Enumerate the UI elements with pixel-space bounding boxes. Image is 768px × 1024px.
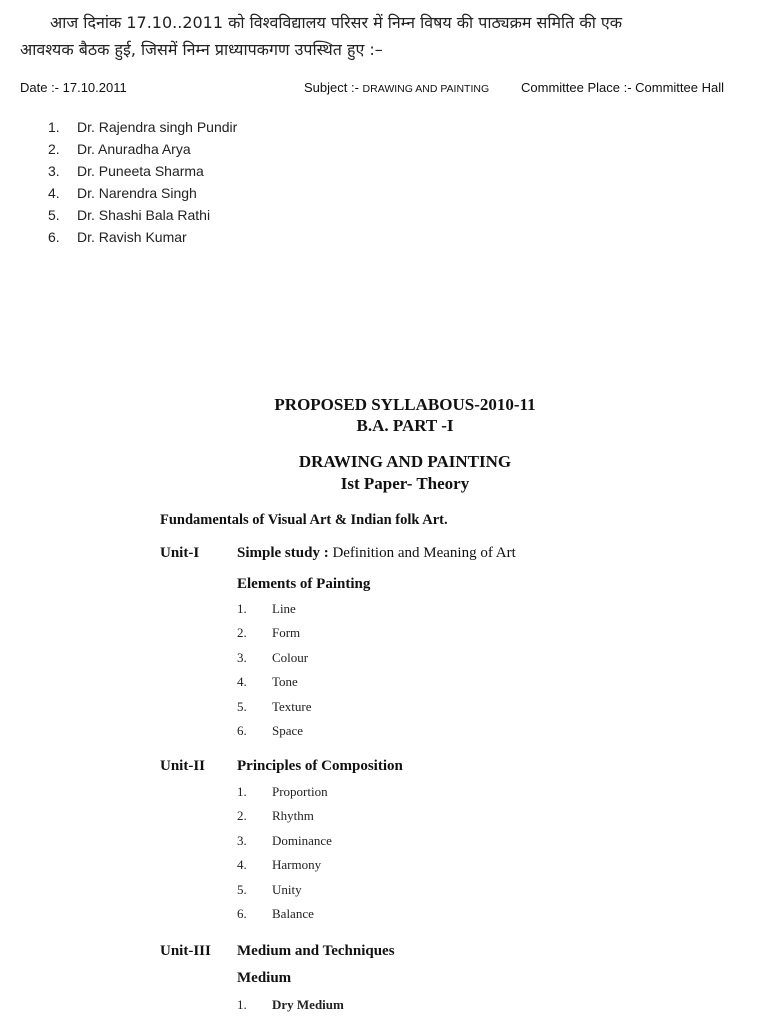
paper-subject: Fundamentals of Visual Art & Indian folk Art. — [160, 512, 448, 528]
unit-heading: Medium and Techniques — [237, 943, 395, 959]
list-item: 1. Proportion — [237, 784, 328, 799]
list-item: 2. Form — [237, 625, 301, 641]
list-item: 5. Unity — [237, 881, 302, 897]
unit-2-list — [237, 780, 332, 926]
member-name: Dr. Ravish Kumar — [77, 229, 187, 245]
member-item: 4. Dr. Narendra Singh — [48, 182, 237, 204]
intro-line-1: आज दिनांक 17.10..2011 को विश्वविद्यालय परिसर में निम्न विषय की पाठ्यक्रम समिति की एक — [50, 13, 623, 32]
list-item: 3. Colour — [237, 649, 309, 665]
unit-subheading: Medium — [237, 970, 292, 986]
member-name: Dr. Narendra Singh — [77, 185, 197, 201]
intro-line-2: आवश्यक बैठक हुई, जिसमें निम्न प्राध्यापकगण उपस्थित हुए :– — [20, 40, 383, 59]
intro-paragraph — [20, 9, 720, 63]
member-name: Dr. Shashi Bala Rathi — [77, 207, 211, 223]
subject-label: Subject :- — [304, 80, 359, 95]
list-item: 5. Texture — [237, 698, 312, 714]
unit-heading: Principles of Composition — [237, 758, 403, 774]
member-name: Dr. Rajendra singh Pundir — [77, 119, 238, 135]
member-item: 3. Dr. Puneeta Sharma — [48, 160, 237, 182]
meeting-date: Date :- 17.10.2011 — [20, 80, 127, 95]
member-name: Dr. Anuradha Arya — [77, 141, 191, 157]
member-list — [48, 116, 237, 248]
list-item: 6. Space — [237, 722, 304, 738]
list-item: 1. Dry Medium — [237, 997, 344, 1012]
syllabus-title: PROPOSED SYLLABOUS-2010-11 — [274, 395, 536, 414]
unit-1-list — [237, 597, 312, 743]
syllabus-paper: Ist Paper- Theory — [340, 474, 470, 493]
committee-place: Committee Place :- Committee Hall — [521, 80, 724, 95]
unit-label: Unit-I — [160, 545, 200, 561]
syllabus-part: B.A. PART -I — [356, 416, 454, 435]
list-item: 2. Rhythm — [237, 808, 314, 824]
unit-subheading: Elements of Painting — [237, 576, 371, 592]
unit-heading: Simple study : Definition and Meaning of Art — [237, 545, 516, 561]
subject-value: DRAWING AND PAINTING — [362, 83, 490, 95]
unit-3-list — [237, 993, 344, 1017]
list-item: 4. Tone — [237, 674, 298, 690]
meeting-subject — [304, 80, 489, 95]
list-item: 4. Harmony — [237, 857, 322, 873]
member-item: 6. Dr. Ravish Kumar — [48, 226, 237, 248]
syllabus-subject: DRAWING AND PAINTING — [298, 452, 512, 471]
unit-label: Unit-II — [160, 758, 206, 774]
list-item: 6. Balance — [237, 905, 314, 921]
member-name: Dr. Puneeta Sharma — [77, 163, 204, 179]
member-item: 2. Dr. Anuradha Arya — [48, 138, 237, 160]
list-item: 1. Line — [237, 601, 296, 616]
list-item: 3. Dominance — [237, 832, 332, 848]
member-item: 1. Dr. Rajendra singh Pundir — [48, 116, 237, 138]
unit-label: Unit-III — [160, 943, 211, 959]
member-item: 5. Dr. Shashi Bala Rathi — [48, 204, 237, 226]
